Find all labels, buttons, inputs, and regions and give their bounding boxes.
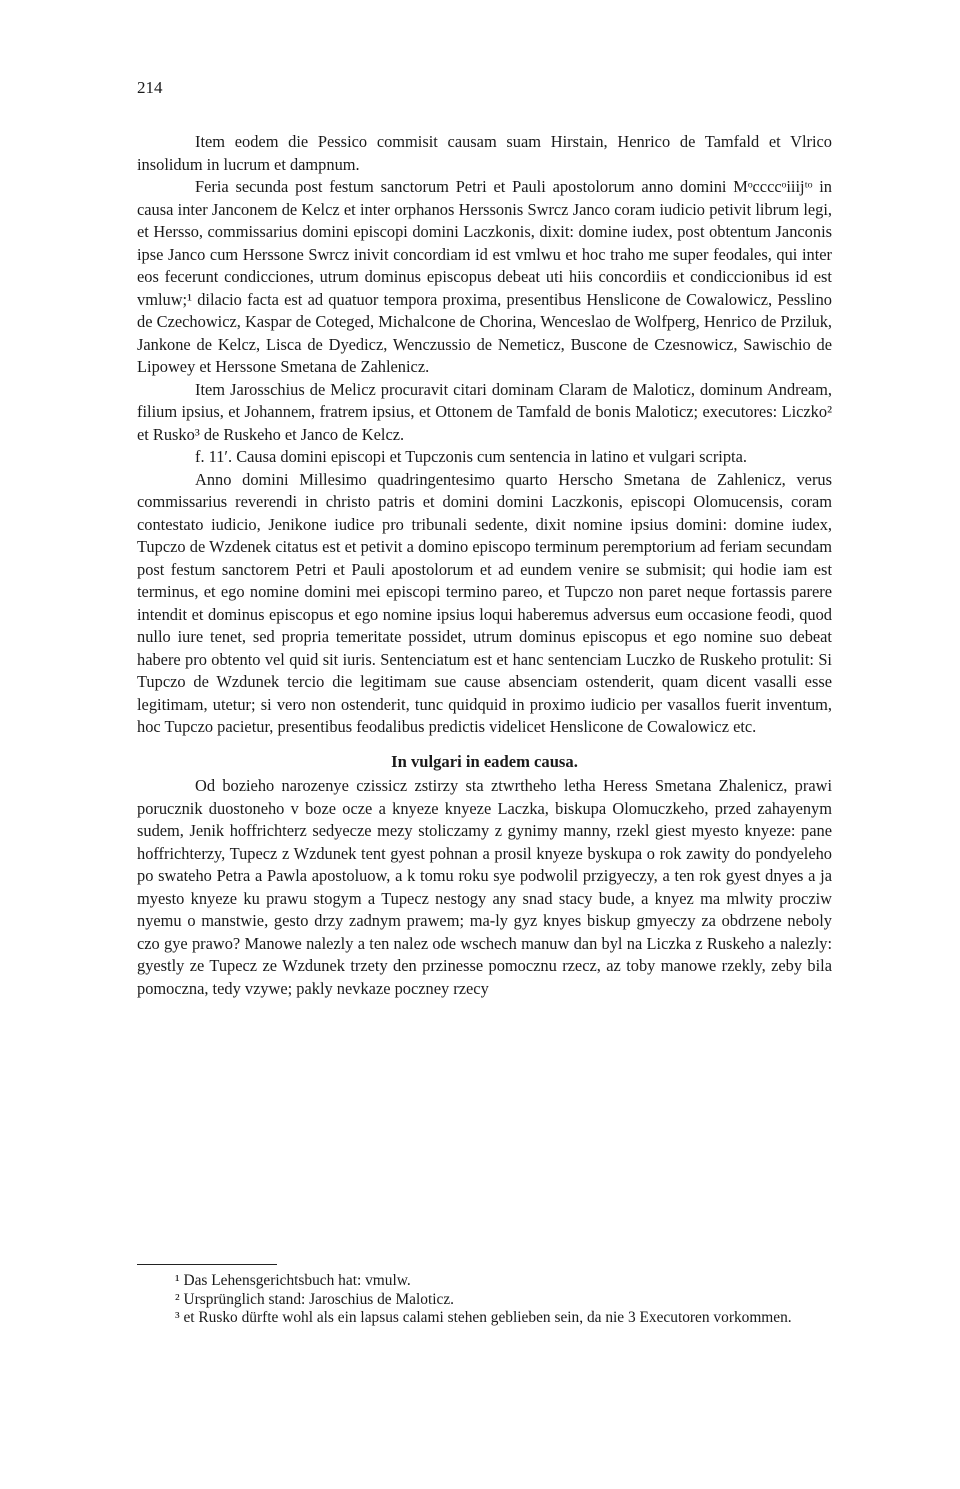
page-number: 214 xyxy=(137,78,163,97)
paragraph-item-pessico: Item eodem die Pessico commisit causam suam Hirstain, Henrico de Tamfald et Vlrico insolidum in lucrum et dampnum. xyxy=(137,132,832,174)
paragraph-vulgari: Od bozieho narozenye czissicz zstirzy sta ztwrtheho letha Heress Smetana Zhalenicz, prawi porucznik duostoneho v boze ocze a knyeze knyeze Laczka, biskupa Olomuczkeho, przed zahayenym sudem, Jenik hoffrichterz sedyecze mezy stoliczamy z gynimy manny, rzekl giest myesto knyeze: pane hoffrichterzy, Tupecz z Wzdunek tent gyest pohnan a prosil knyeze byskupa o rok zawity do pondyeleho po swateho Petra a Pawla apostoluow, a k tomu roku sye podwolil przigyeczy, a ten rok gyest dnyes a ja myesto knyeze ku prawu stogym a Tupecz nestogy any snad stacy bude, a knyez ma mlwity procziw nyemu o manstwie, gesto drzy zadnym prawem; ma-ly gyz knyes biskup gmyeczy za obdrzene neboly czo gye prawo? Manowe nalezly a ten nalez ode wschech manuw dan byl na Liczka z Ruskeho a nalezly: gyestly ze Tupecz ze Wzdunek trzety den przinesse pomocznu rzecz, az toby manowe rzekly, zeby bila pomoczna, tedy vzywe; pakly nevkaze poczney rzecy xyxy=(137,776,832,998)
main-text xyxy=(137,131,832,1000)
footnotes xyxy=(137,1272,832,1328)
paragraph-folio-causa: f. 11ʹ. Causa domini episcopi et Tupczonis cum sentencia in latino et vulgari scripta. xyxy=(195,447,747,466)
footnote-2: ² Ursprünglich stand: Jaroschius de Maloticz. xyxy=(175,1290,455,1308)
footnote-rule xyxy=(137,1264,277,1265)
footnote-1: ¹ Das Lehensgerichtsbuch hat: vmulw. xyxy=(175,1272,411,1289)
section-heading: In vulgari in eadem causa. xyxy=(391,751,578,771)
paragraph-anno-domini: Anno domini Millesimo quadringentesimo quarto Herscho Smetana de Zahlenicz, verus commissarius reverendi in christo patris et domini domini Laczkonis, episcopi Olomucensis, coram contestato iudicio, Jenikone iudice pro tribunali sedente, dixit nomine ipsius domini: domine iudex, Tupczo de Wzdenek citatus est et petivit a domino episcopo terminum peremptorium ad feriam secundam post festum sanctorem Petri et Pauli apostolorum et ad eundem venire se submisit; qui hodie iam est terminus, et ego nomine domini mei episcopi termino pareo, et Tupczo non paret neque fortassis parere intendit et dominus episcopus et ego nomine ipsius loqui haberemus adversus eum occasione feodi, quod nullo iure tenet, sed propria temeritate possidet, utrum dominus episcopus et ego nomine suo debeat habere pro obtento vel quid sit iuris. Sentenciatum est et hanc sentenciam Luczko de Ruskeho protulit: Si Tupczo de Wzdunek tercio die legitimam sue cause absenciam ostenderit, quam dicent vasalli esse legitimam, utetur; si vero non ostenderit, tunc quidquid in proximo iudicio per vasallos fuerit inventum, hoc Tupczo pacietur, presentibus feodalibus predictis videlicet Henslicone de Cowalowicz etc. xyxy=(137,469,832,736)
paragraph-item-jarosschius: Item Jarosschius de Melicz procuravit citari dominam Claram de Maloticz, dominum Andream, filium ipsius, et Johannem, fratrem ipsius, et Ottonem de Tamfald de bonis Maloticz; executores: Liczko² et Rusko³ de Ruskeho et Janco de Kelcz. xyxy=(137,379,832,444)
footnote-3: ³ et Rusko dürfte wohl als ein lapsus calami stehen geblieben sein, da nie 3 Executoren vorkommen. xyxy=(175,1309,792,1326)
paragraph-feria-secunda: Feria secunda post festum sanctorum Petri et Pauli apostolorum anno domini Mᵒccccᵒiiijᵗᵒ in causa inter Janconem de Kelcz et inter orphanos Herssonis Swrcz Janco coram iudicio petivit librum legi, et Hersso, commissarius domini episcopi domini Laczkonis, dixit: domine iudex, post obtentum Janconis ipse Janco cum Herssone Swrcz inivit concordiam id est vmlwu et hoc traho me super feodales, qui inter eos fecerunt condicciones, utrum dominus episcopus debeat uti hiis concordiis et condiccionibus id est vmluw;¹ dilacio facta est ad quatuor tempora proxima, presentibus Henslicone de Cowalowicz, Pesslino de Czechowicz, Kaspar de Coteged, Michalcone de Chorina, Wenceslao de Wolfperg, Henrico de Prziluk, Jankone de Kelcz, Lisca de Dyedicz, Wenczussio de Nemeticz, Buscone de Czesnowicz, Sawischio de Lipowey et Herssone Smetana de Zahlenicz. xyxy=(137,177,832,376)
